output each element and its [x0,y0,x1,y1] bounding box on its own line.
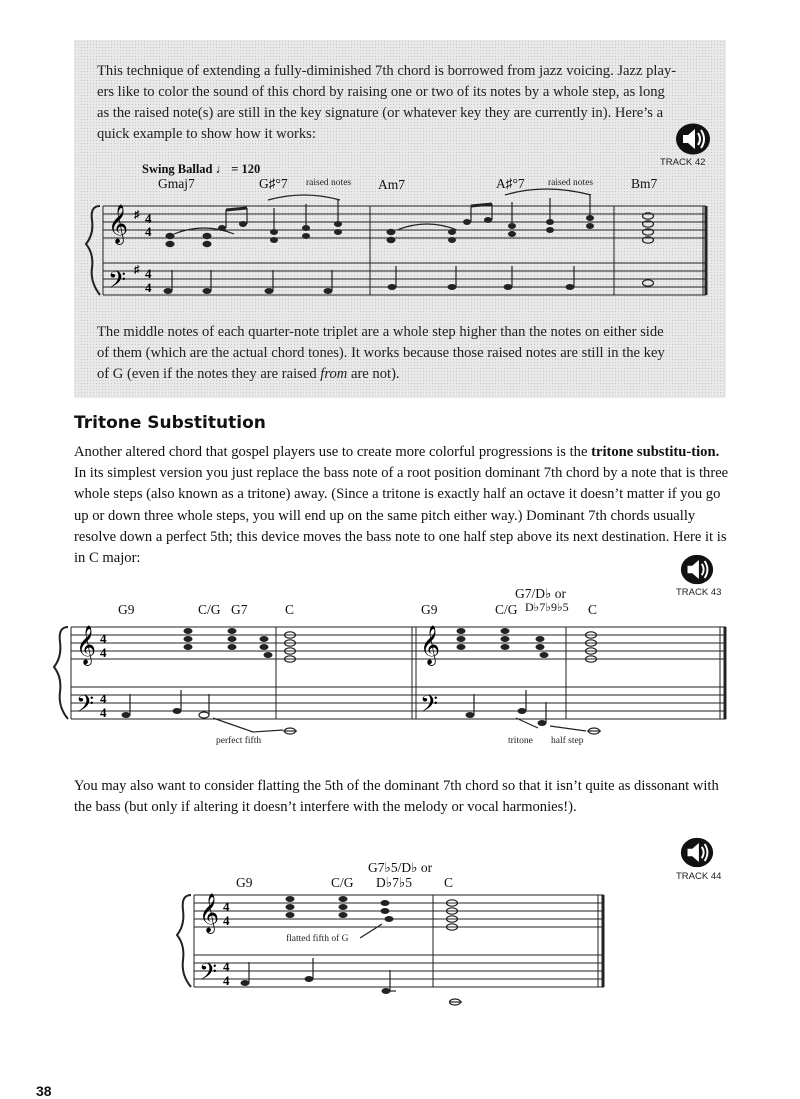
chord-symbol: G7 [231,602,248,617]
chord-symbol: C/G [198,602,221,617]
svg-text:4: 4 [100,645,107,660]
svg-text:4: 4 [223,973,230,988]
chord-symbol: G♯°7 [259,176,288,191]
chord-symbol: D♭7♭5 [376,875,412,890]
text-line: of them (which are the actual chord tones). It works because those raised notes are still in the key [97,345,665,361]
text-span: In its simplest version you just replace the bass note of a root position dominant 7th chord by a note that is three whole steps (also known as a tritone) away. (Since a tritone is exactly half an octave it doesn’t matter if you go up or down three whole steps, you will end up on the same pitch either way.) Dominant 7th chords usually resolve down a perfect 5th; this device moves the bass note to one half step above its next destination. Here it is in C major: [74,465,729,567]
chord-symbol: G7/D♭ or [515,586,566,601]
chord-symbol: Bm7 [631,176,658,191]
chord-symbol: D♭7♭9♭5 [525,600,569,614]
svg-text:4: 4 [145,266,152,281]
chord-symbol: G9 [236,875,253,890]
svg-text:𝄢: 𝄢 [108,266,127,299]
svg-text:𝄢: 𝄢 [199,958,218,991]
track-44-label: TRACK 44 [676,871,722,882]
svg-text:𝄞: 𝄞 [76,625,97,665]
svg-text:4: 4 [145,224,152,239]
text-line: ers like to color the sound of this chord by raising one or two of its notes by a whole step, as long [97,84,665,100]
svg-text:4: 4 [145,211,152,226]
chord-symbol: C/G [331,875,354,890]
svg-text:♯: ♯ [134,209,140,221]
label-half-step: half step [551,736,584,746]
label-tritone: tritone [508,736,533,746]
text-span: are not). [347,366,400,382]
annotation-raised-notes: raised notes [306,178,352,188]
track-43-label: TRACK 43 [676,587,722,598]
label-flatted-fifth: flatted fifth of G [286,934,349,944]
chord-symbol: G9 [421,602,438,617]
italic-word: from [320,366,348,382]
chord-symbol: C [588,602,598,617]
svg-text:𝄢: 𝄢 [76,690,95,723]
annotation-raised-notes: raised notes [548,178,594,188]
svg-text:4: 4 [223,899,230,914]
label-perfect-fifth: perfect fifth [216,736,262,746]
chord-symbol: Gmaj7 [158,176,195,191]
svg-text:𝄞: 𝄞 [108,204,129,244]
chord-symbol: Am7 [378,177,405,192]
page-number: 38 [36,1083,52,1099]
text-line: quick example to show how it works: [97,126,316,142]
chord-symbol: A♯°7 [496,176,525,191]
svg-text:4: 4 [100,631,107,646]
track-42-label: TRACK 42 [660,157,706,168]
text-line: The middle notes of each quarter-note triplet are a whole step higher than the notes on either side [97,324,664,340]
bold-term: tritone substitu-tion. [591,444,720,460]
svg-text:𝄢: 𝄢 [420,690,439,723]
svg-text:4: 4 [223,959,230,974]
body-paragraph-2: You may also want to consider flatting the 5th of the dominant 7th chord so that it isn’t quite as dissonant with the bass (but only if altering it doesn’t interfere with the melody or vocal harmonies!). [74,778,719,816]
text-span: of G (even if the notes they are raised [97,366,321,382]
svg-text:4: 4 [100,691,107,706]
chord-symbol: C [444,875,454,890]
chord-symbol: G9 [118,602,135,617]
chord-symbol: G7♭5/D♭ or [368,860,433,875]
tempo-marking: Swing Ballad ♩ = 120 [142,162,261,176]
svg-text:𝄞: 𝄞 [199,893,220,933]
svg-text:4: 4 [145,280,152,295]
svg-text:4: 4 [223,913,230,928]
svg-text:♯: ♯ [134,264,140,276]
text-span: Another altered chord that gospel players use to create more colorful progressions is the [74,444,592,460]
section-heading: Tritone Substitution [74,413,266,433]
text-line: This technique of extending a fully-diminished 7th chord is borrowed from jazz voicing. Jazz play- [97,63,677,79]
text-line: as the raised note(s) are still in the key signature (or whatever key they are currently in). Here’s a [97,105,664,121]
chord-symbol: C [285,602,295,617]
svg-text:4: 4 [100,705,107,720]
svg-text:𝄞: 𝄞 [420,625,441,665]
chord-symbol: C/G [495,602,518,617]
